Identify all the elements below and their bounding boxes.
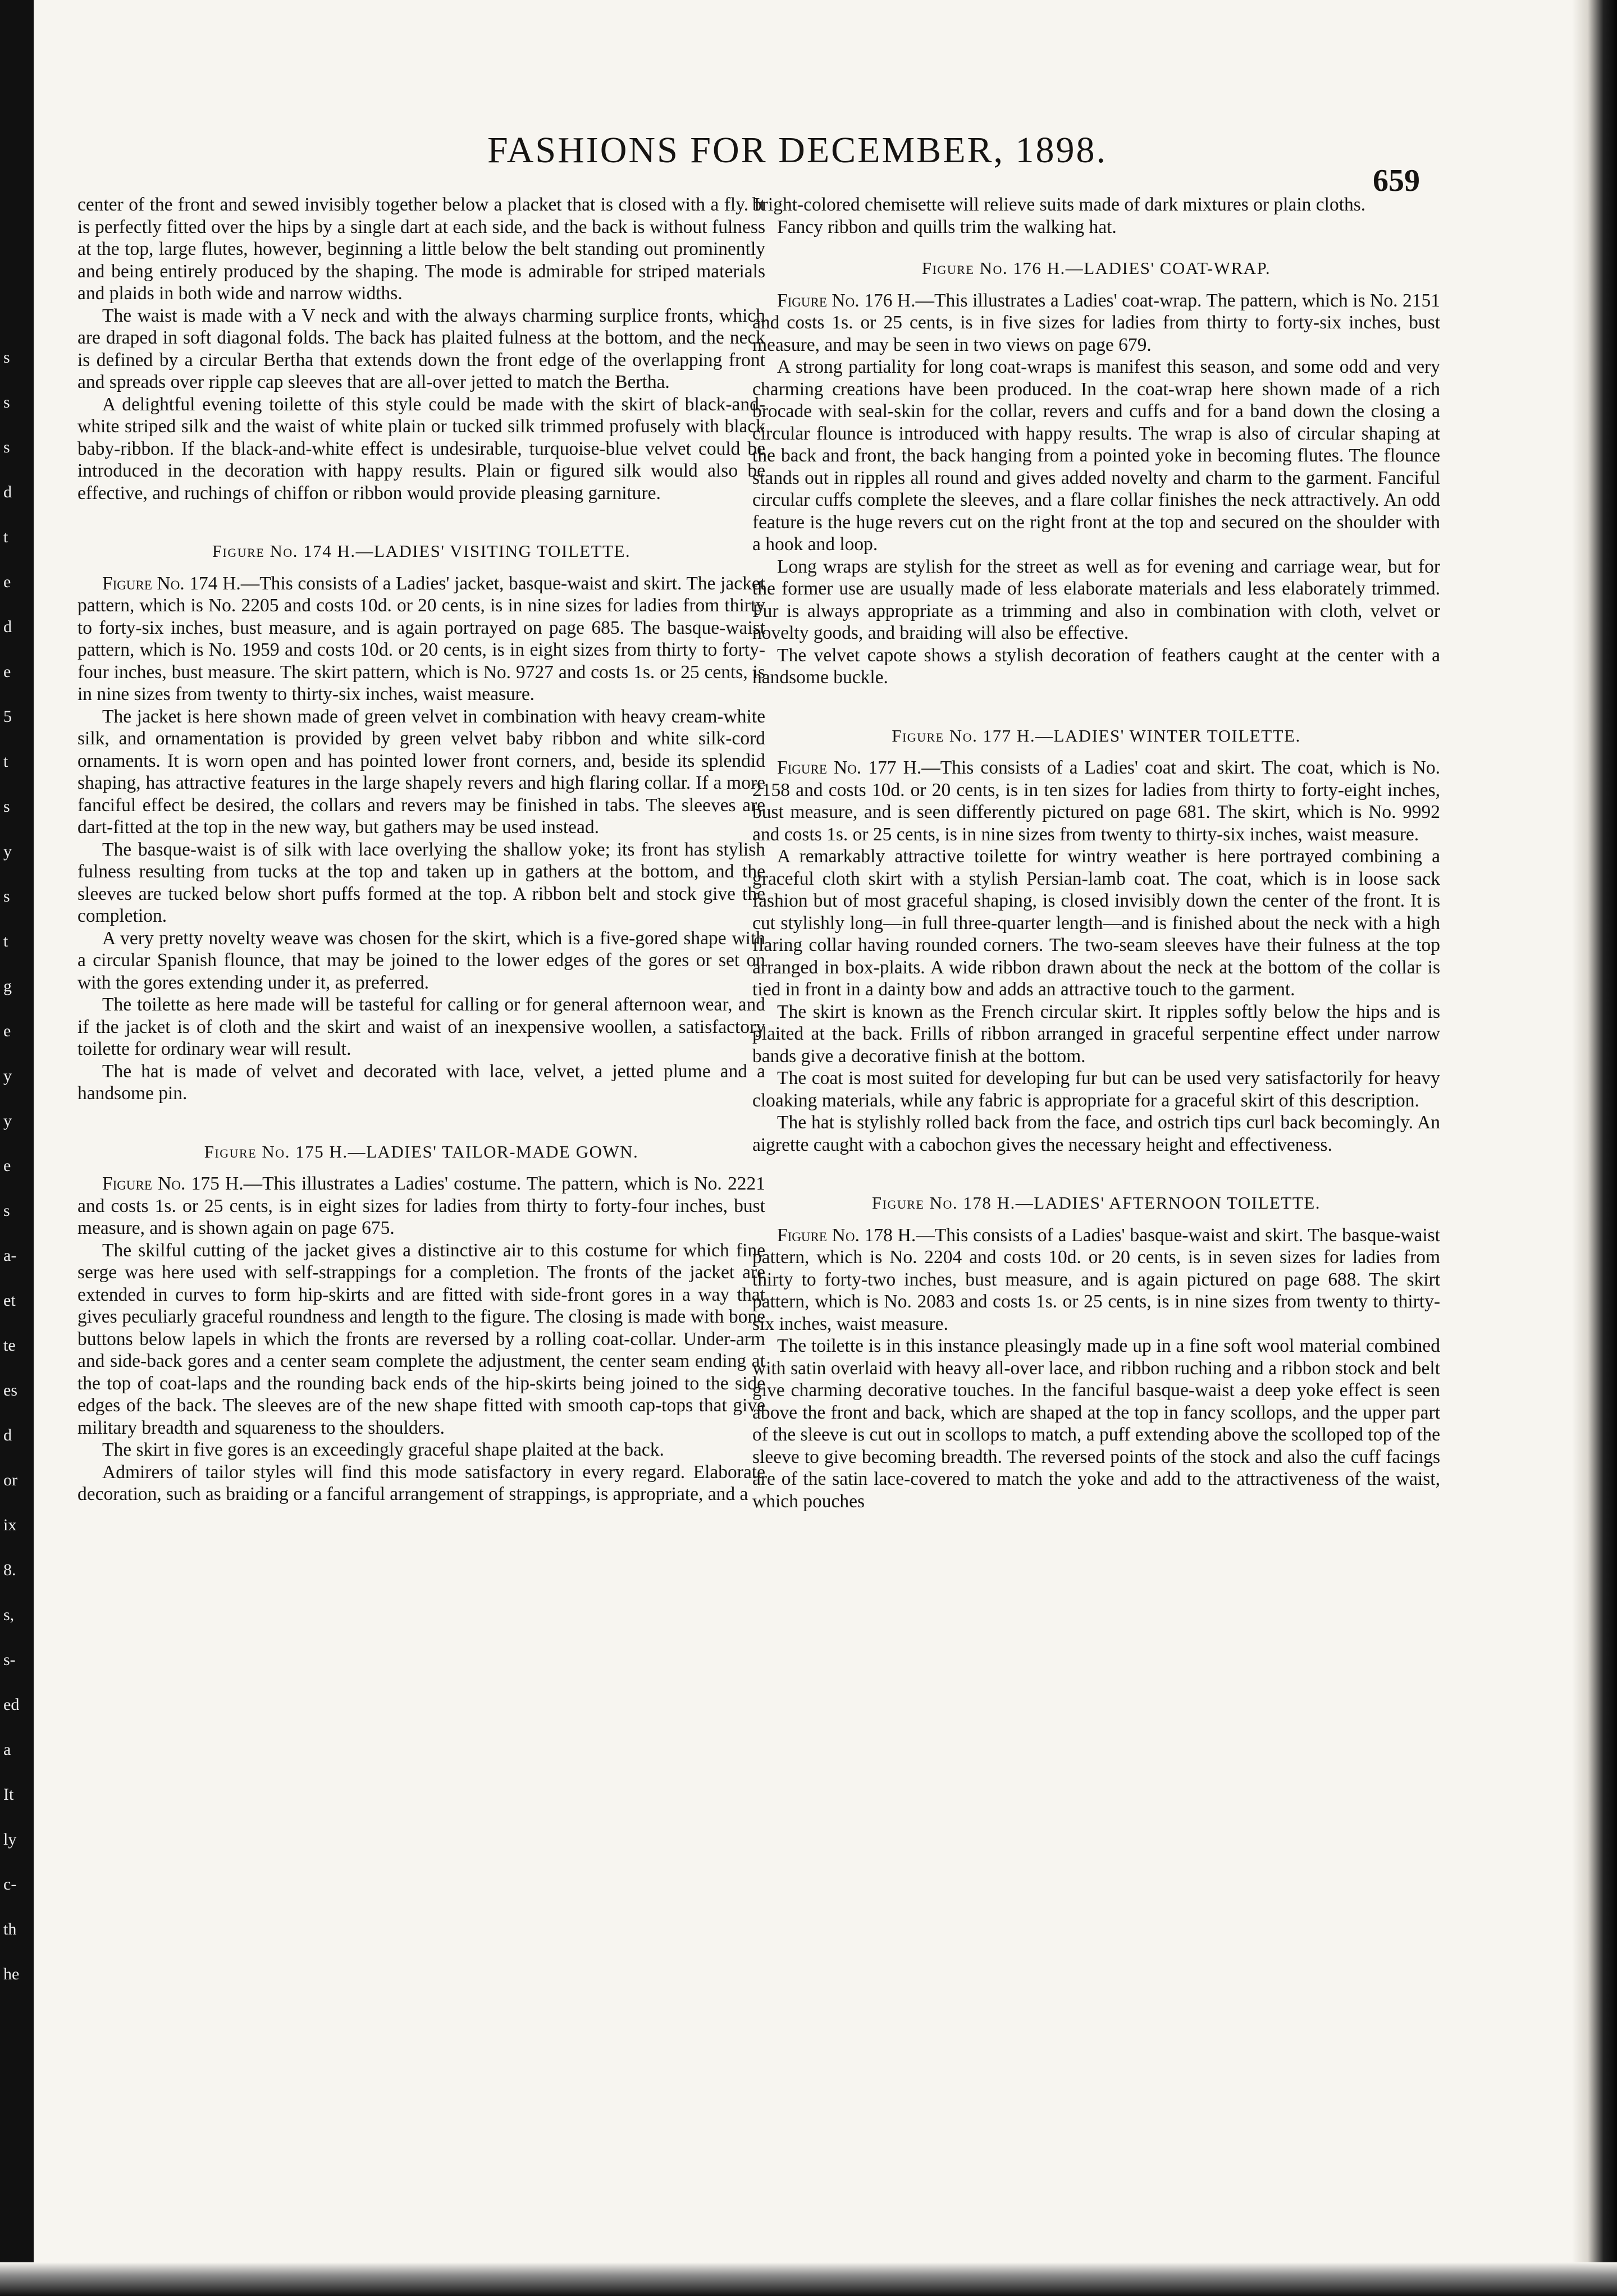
- paragraph-text: —This illustrates a Ladies' costume. The pattern, which is No. 2221 and costs 1s. or 25 cents, is in eight sizes for ladies from thirty to forty-four inches, bust measure, and is shown again on page 675.: [77, 1173, 765, 1238]
- paragraph-text: The skirt in five gores is an exceedingly graceful shape plaited at the back.: [102, 1439, 664, 1460]
- margin-fragment: s: [3, 393, 10, 411]
- paragraph-text: Admirers of tailor styles will find this mode satisfactory in every regard. Elaborate decoration, such as braiding or a fanciful arrangement of strappings, is appropriate, and a: [77, 1461, 765, 1504]
- margin-fragment: d: [3, 483, 12, 501]
- margin-fragment: y: [3, 842, 12, 861]
- paragraph-text: —This consists of a Ladies' jacket, basque-waist and skirt. The jacket pattern, which is No. 2205 and costs 10d. or 20 cents, is in nine sizes for ladies from thirty to forty-six inches, bust measure, and is again portrayed on page 685. The basque-waist pattern, which is No. 1959 and costs 10d. or 20 cents, is in eight sizes from thirty to forty-four inches, bust measure. The skirt pattern, which is No. 9727 and costs 1s. or 25 cents, is in nine sizes from twenty to thirty-six inches, waist measure.: [77, 573, 765, 705]
- paragraph-text: The hat is made of velvet and decorated with lace, velvet, a jetted plume and a handsome pin.: [77, 1060, 765, 1104]
- margin-fragment: et: [3, 1291, 16, 1310]
- page-title: FASHIONS FOR DECEMBER, 1898.: [487, 130, 1108, 171]
- paragraph-text: The skilful cutting of the jacket gives a distinctive air to this costume for which fine serge was here used with self-strappings for a completion. The fronts of the jacket are extended in curves to form hip-skirts and are fitted with side-front gores in a way that gives peculiarly graceful roundness and length to the figure. The closing is made with bone buttons below lapels in which the fronts are reversed by a rolling coat-collar. Under-arm and side-back gores and a center seam complete the adjustment, the center seam ending at the top of coat-laps and the rounding back ends of the hip-skirts being joined to the side edges of the back. The sleeves are of the new shape fitted with smooth cap-tops that give military breadth and squareness to the shoulders.: [77, 1240, 765, 1438]
- paragraph-text: A remarkably attractive toilette for wintry weather is here portrayed combining a graceful cloth skirt with a stylish Persian-lamb coat. The coat, which is in loose sack fashion but of most graceful shaping, is closed invisibly down the center of the front. It is cut stylishly long—in full three-quarter length—and is finished about the neck with a high flaring collar having rounded corners. The two-seam sleeves have their fulness at the top arranged in box-plaits. A wide ribbon drawn about the neck at the bottom of the collar is tied in front in a dainty bow and adds an attractive touch to the garment.: [752, 846, 1440, 1000]
- paragraph: [752, 556, 1440, 644]
- paragraph-text: The velvet capote shows a stylish decoration of feathers caught at the center with a handsome buckle.: [752, 644, 1440, 688]
- paragraph: [752, 644, 1440, 689]
- margin-fragment: d: [3, 618, 12, 636]
- page-number: 659: [1373, 163, 1420, 198]
- margin-fragment: e: [3, 1022, 11, 1040]
- margin-fragment: a-: [3, 1246, 17, 1265]
- margin-fragment: te: [3, 1336, 16, 1355]
- paragraph: [77, 1060, 765, 1105]
- margin-fragment: d: [3, 1426, 12, 1444]
- margin-fragment: s: [3, 797, 10, 816]
- section-heading: Figure No. 178 H.—LADIES' AFTERNOON TOILETTE.: [871, 1193, 1321, 1213]
- margin-fragment: ix: [3, 1516, 17, 1534]
- figure-lead: Figure No. 174 H.: [102, 573, 241, 594]
- margin-fragments: [0, 348, 34, 2032]
- figure-lead: Figure No. 175 H.: [102, 1173, 244, 1194]
- margin-fragment: 8.: [3, 1561, 16, 1579]
- paragraph: [752, 356, 1440, 556]
- paragraph-text: bright-colored chemisette will relieve suits made of dark mixtures or plain cloths.: [752, 194, 1366, 215]
- margin-fragment: ed: [3, 1695, 20, 1714]
- section-heading: Figure No. 176 H.—LADIES' COAT-WRAP.: [921, 258, 1271, 278]
- margin-fragment: 5: [3, 707, 12, 726]
- paragraph-text: The jacket is here shown made of green velvet in combination with heavy cream-white silk, and ornamentation is provided by green velvet baby ribbon and white silk-cord ornaments. It is worn open and has pointed lower front corners, and, beside its splendid shaping, has attractive features in the large shapely revers and high flaring collar. If a more fanciful effect be desired, the collars and revers may be finished in tabs. The sleeves are dart-fitted at the top in the new way, but gathers may be used instead.: [77, 706, 765, 838]
- paragraph: [752, 1335, 1440, 1512]
- paragraph-text: Long wraps are stylish for the street as well as for evening and carriage wear, but for the former use are usually made of less elaborate materials and less elaborately trimmed. Fur is always appropriate as a trimming and also in combination with cloth, velvet or novelty goods, and braiding will also be effective.: [752, 556, 1440, 643]
- scan-left-edge: [0, 0, 34, 2296]
- margin-fragment: s: [3, 438, 10, 456]
- paragraph: [77, 1461, 765, 1506]
- paragraph-text: A strong partiality for long coat-wraps is manifest this season, and some odd and very charming creations have been produced. In the coat-wrap here shown made of a rich brocade with seal-skin for the collar, revers and cuffs and for a band down the closing a circular flounce is introduced with happy results. The wrap is also of circular shaping at the back and front, the back hanging from a pointed yoke in becoming flutes. The flounce stands out in ripples all round and gives added novelty and charm to the garment. Fanciful circular cuffs complete the sleeves, and a flare collar finishes the neck attractively. An odd feature is the huge revers cut on the right front at the top and secured on the shoulder with a hook and loop.: [752, 356, 1440, 555]
- margin-fragment: he: [3, 1965, 20, 1983]
- figure-lead: Figure No. 178 H.: [777, 1224, 916, 1246]
- margin-fragment: or: [3, 1471, 17, 1489]
- paragraph: [752, 757, 1440, 845]
- paragraph: [77, 1240, 765, 1439]
- margin-fragment: s: [3, 348, 10, 367]
- paragraph: [752, 1067, 1440, 1112]
- paragraph: [77, 994, 765, 1060]
- margin-fragment: e: [3, 662, 11, 681]
- margin-fragment: s-: [3, 1650, 16, 1669]
- paragraph-text: The basque-waist is of silk with lace overlying the shallow yoke; its front has stylish fulness resulting from tucks at the top and taken up in gathers at the bottom, and the sleeves are tucked below short puffs formed at the top. A ribbon belt and stock give the completion.: [77, 839, 765, 926]
- paragraph: [77, 927, 765, 994]
- margin-fragment: y: [3, 1112, 12, 1130]
- paragraph: [77, 839, 765, 927]
- paragraph-text: —This consists of a Ladies' basque-waist and skirt. The basque-waist pattern, which is No. 2204 and costs 10d. or 20 cents, is in seven sizes for ladies from thirty to forty-two inches, bust measure, and is again pictured on page 688. The skirt pattern, which is No. 2083 and costs 1s. or 25 cents, is in nine sizes from twenty to thirty-six inches, waist measure.: [752, 1224, 1440, 1334]
- margin-fragment: th: [3, 1920, 17, 1938]
- section-heading: Figure No. 174 H.—LADIES' VISITING TOILETTE.: [212, 541, 631, 561]
- paragraph-text: —This illustrates a Ladies' coat-wrap. The pattern, which is No. 2151 and costs 1s. or 25 cents, is in five sizes for ladies from thirty to forty-six inches, bust measure, and may be seen in two views on page 679.: [752, 290, 1440, 355]
- margin-fragment: e: [3, 1156, 11, 1175]
- margin-fragment: y: [3, 1067, 12, 1085]
- paragraph: [77, 194, 765, 305]
- paragraph: [77, 706, 765, 839]
- margin-fragment: t: [3, 528, 8, 546]
- margin-fragment: g: [3, 977, 12, 995]
- margin-fragment: s: [3, 887, 10, 905]
- paragraph-text: The toilette as here made will be tasteful for calling or for general afternoon wear, and if the jacket is of cloth and the skirt and waist of an inexpensive woollen, a satisfactory toilette for ordinary wear will result.: [77, 994, 765, 1059]
- paragraph-text: A delightful evening toilette of this style could be made with the skirt of black-and-white striped silk and the waist of white plain or tucked silk trimmed profusely with black baby-ribbon. If the black-and-white effect is undesirable, turquoise-blue velvet could be introduced in the decoration with happy results. Plain or figured silk would also be effective, and ruchings of chiffon or ribbon would provide pleasing garniture.: [77, 394, 765, 504]
- paragraph-text: The waist is made with a V neck and with the always charming surplice fronts, which are draped in soft diagonal folds. The back has plaited fulness at the bottom, and the neck is defined by a circular Bertha that extends down the front edge of the overlapping front and spreads over ripple cap sleeves that are all-over jetted to match the Bertha.: [77, 305, 765, 392]
- section-heading: Figure No. 175 H.—LADIES' TAILOR-MADE GOWN.: [204, 1141, 639, 1161]
- paragraph: [752, 1224, 1440, 1335]
- paragraph: [752, 1001, 1440, 1068]
- paragraph-text: The skirt is known as the French circular skirt. It ripples softly below the hips and is plaited at the back. Frills of ribbon arranged in graceful serpentine effect under narrow bands give a decorative finish at the bottom.: [752, 1001, 1440, 1067]
- paragraph: [77, 1439, 765, 1461]
- margin-fragment: ly: [3, 1830, 17, 1849]
- paragraph-text: A very pretty novelty weave was chosen for the skirt, which is a five-gored shape with a circular Spanish flounce, that may be joined to the lower edges of the gores or set on with the gores extending under it, as preferred.: [77, 927, 765, 993]
- left-column: [77, 194, 765, 1506]
- margin-fragment: It: [3, 1785, 14, 1804]
- paragraph: [77, 573, 765, 706]
- scan-right-edge: [1572, 0, 1617, 2296]
- paragraph: [752, 1112, 1440, 1156]
- scan-bottom-edge: [0, 2262, 1617, 2296]
- paragraph-text: The hat is stylishly rolled back from the face, and ostrich tips curl back becomingly. An aigrette caught with a cabochon gives the necessary height and effectiveness.: [752, 1112, 1440, 1155]
- paragraph: [752, 216, 1440, 239]
- paragraph: [752, 290, 1440, 356]
- paragraph: [752, 194, 1440, 216]
- margin-fragment: t: [3, 932, 8, 950]
- margin-fragment: e: [3, 573, 11, 591]
- figure-lead: Figure No. 177 H.: [777, 757, 922, 778]
- paragraph-text: The toilette is in this instance pleasingly made up in a fine soft wool material combined with satin overlaid with heavy all-over lace, and ribbon ruching and a ribbon stock and belt give charming decorative touches. In the fanciful basque-waist a deep yoke effect is seen above the front and back, which are shaped at the top in fancy scollops, and the upper part of the sleeve is cut out in scollops to match, a puff extending above the scolloped top of the sleeve to give becoming breadth. The reversed points of the stock and also the cuff facings are of the satin lace-covered to match the yoke and add to the attractiveness of the waist, which pouches: [752, 1335, 1440, 1512]
- margin-fragment: es: [3, 1381, 17, 1399]
- section-heading: Figure No. 177 H.—LADIES' WINTER TOILETTE.: [892, 725, 1301, 745]
- paragraph: [752, 845, 1440, 1001]
- paragraph-text: Fancy ribbon and quills trim the walking hat.: [777, 216, 1117, 237]
- figure-lead: Figure No. 176 H.: [777, 290, 916, 311]
- margin-fragment: s: [3, 1201, 10, 1220]
- paragraph: [77, 305, 765, 394]
- paragraph-text: The coat is most suited for developing fur but can be used very satisfactorily for heavy cloaking materials, while any fabric is appropriate for a graceful skirt of this description.: [752, 1068, 1440, 1111]
- margin-fragment: a: [3, 1740, 11, 1759]
- margin-fragment: s,: [3, 1606, 15, 1624]
- margin-fragment: t: [3, 752, 8, 771]
- right-column: [752, 194, 1440, 1512]
- paragraph-text: center of the front and sewed invisibly together below a placket that is closed with a fly. It is perfectly fitted over the hips by a single dart at each side, and the back is without fulness at the top, large flutes, however, beginning a little below the belt standing out prominently and being entirely produced by the shaping. The mode is admirable for striped materials and plaids in both wide and narrow widths.: [77, 194, 765, 304]
- paragraph: [77, 394, 765, 505]
- paragraph-text: —This consists of a Ladies' coat and skirt. The coat, which is No. 2158 and costs 10d. or 20 cents, is in ten sizes for ladies from thirty to forty-eight inches, bust measure, and is seen differently pictured on page 681. The skirt, which is No. 9992 and costs 1s. or 25 cents, is in nine sizes from twenty to thirty-six inches, waist measure.: [752, 757, 1440, 845]
- margin-fragment: c-: [3, 1875, 17, 1893]
- paragraph: [77, 1173, 765, 1240]
